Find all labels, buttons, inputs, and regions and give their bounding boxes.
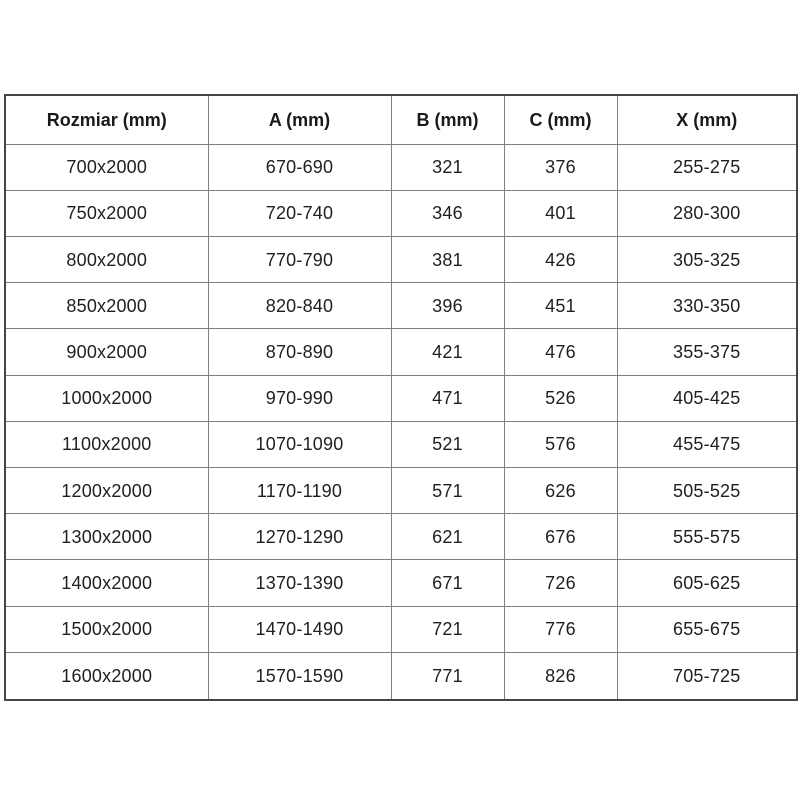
table-cell: 471 — [391, 375, 504, 421]
table-row — [5, 468, 797, 514]
table-cell: 1370-1390 — [208, 560, 391, 606]
table-header — [5, 95, 797, 144]
table-cell: 655-675 — [617, 606, 797, 652]
table-row — [5, 606, 797, 652]
table-cell: 676 — [504, 514, 617, 560]
table-cell: 255-275 — [617, 144, 797, 190]
table-row — [5, 421, 797, 467]
table-cell: 376 — [504, 144, 617, 190]
table-cell: 770-790 — [208, 236, 391, 282]
table-cell: 850x2000 — [5, 283, 208, 329]
table-cell: 820-840 — [208, 283, 391, 329]
table-row — [5, 375, 797, 421]
table-cell: 321 — [391, 144, 504, 190]
table-cell: 346 — [391, 190, 504, 236]
table-row — [5, 329, 797, 375]
table-row — [5, 560, 797, 606]
table-cell: 401 — [504, 190, 617, 236]
table-cell: 280-300 — [617, 190, 797, 236]
table-cell: 826 — [504, 652, 617, 700]
table-cell: 396 — [391, 283, 504, 329]
table-cell: 1470-1490 — [208, 606, 391, 652]
table-cell: 451 — [504, 283, 617, 329]
table-cell: 1170-1190 — [208, 468, 391, 514]
header-row — [5, 95, 797, 144]
table-cell: 476 — [504, 329, 617, 375]
table-cell: 426 — [504, 236, 617, 282]
table-cell: 670-690 — [208, 144, 391, 190]
table-cell: 555-575 — [617, 514, 797, 560]
table-cell: 526 — [504, 375, 617, 421]
table-cell: 1200x2000 — [5, 468, 208, 514]
table-cell: 626 — [504, 468, 617, 514]
table-cell: 505-525 — [617, 468, 797, 514]
table-cell: 970-990 — [208, 375, 391, 421]
table-cell: 455-475 — [617, 421, 797, 467]
table-cell: 1400x2000 — [5, 560, 208, 606]
table-row — [5, 514, 797, 560]
table-cell: 1500x2000 — [5, 606, 208, 652]
table-cell: 671 — [391, 560, 504, 606]
size-spec-table — [4, 94, 798, 701]
table-cell: 1270-1290 — [208, 514, 391, 560]
table-cell: 576 — [504, 421, 617, 467]
table-cell: 776 — [504, 606, 617, 652]
table-cell: 330-350 — [617, 283, 797, 329]
table-cell: 405-425 — [617, 375, 797, 421]
table-cell: 720-740 — [208, 190, 391, 236]
table-cell: 700x2000 — [5, 144, 208, 190]
table-cell: 705-725 — [617, 652, 797, 700]
table-row — [5, 283, 797, 329]
table-cell: 305-325 — [617, 236, 797, 282]
column-header: C (mm) — [504, 95, 617, 144]
table-cell: 421 — [391, 329, 504, 375]
table-cell: 771 — [391, 652, 504, 700]
table-cell: 1000x2000 — [5, 375, 208, 421]
column-header: B (mm) — [391, 95, 504, 144]
table-cell: 521 — [391, 421, 504, 467]
table-cell: 1600x2000 — [5, 652, 208, 700]
table-cell: 1100x2000 — [5, 421, 208, 467]
column-header: X (mm) — [617, 95, 797, 144]
table-cell: 355-375 — [617, 329, 797, 375]
table-cell: 900x2000 — [5, 329, 208, 375]
table-cell: 571 — [391, 468, 504, 514]
column-header: Rozmiar (mm) — [5, 95, 208, 144]
table-cell: 605-625 — [617, 560, 797, 606]
column-header: A (mm) — [208, 95, 391, 144]
table-cell: 800x2000 — [5, 236, 208, 282]
table-row — [5, 652, 797, 700]
table-cell: 1570-1590 — [208, 652, 391, 700]
table-row — [5, 190, 797, 236]
table-cell: 870-890 — [208, 329, 391, 375]
table-cell: 621 — [391, 514, 504, 560]
table-cell: 726 — [504, 560, 617, 606]
table-body — [5, 144, 797, 700]
table-row — [5, 236, 797, 282]
table-cell: 750x2000 — [5, 190, 208, 236]
table-cell: 721 — [391, 606, 504, 652]
table-cell: 381 — [391, 236, 504, 282]
table-row — [5, 144, 797, 190]
table-cell: 1300x2000 — [5, 514, 208, 560]
table-cell: 1070-1090 — [208, 421, 391, 467]
